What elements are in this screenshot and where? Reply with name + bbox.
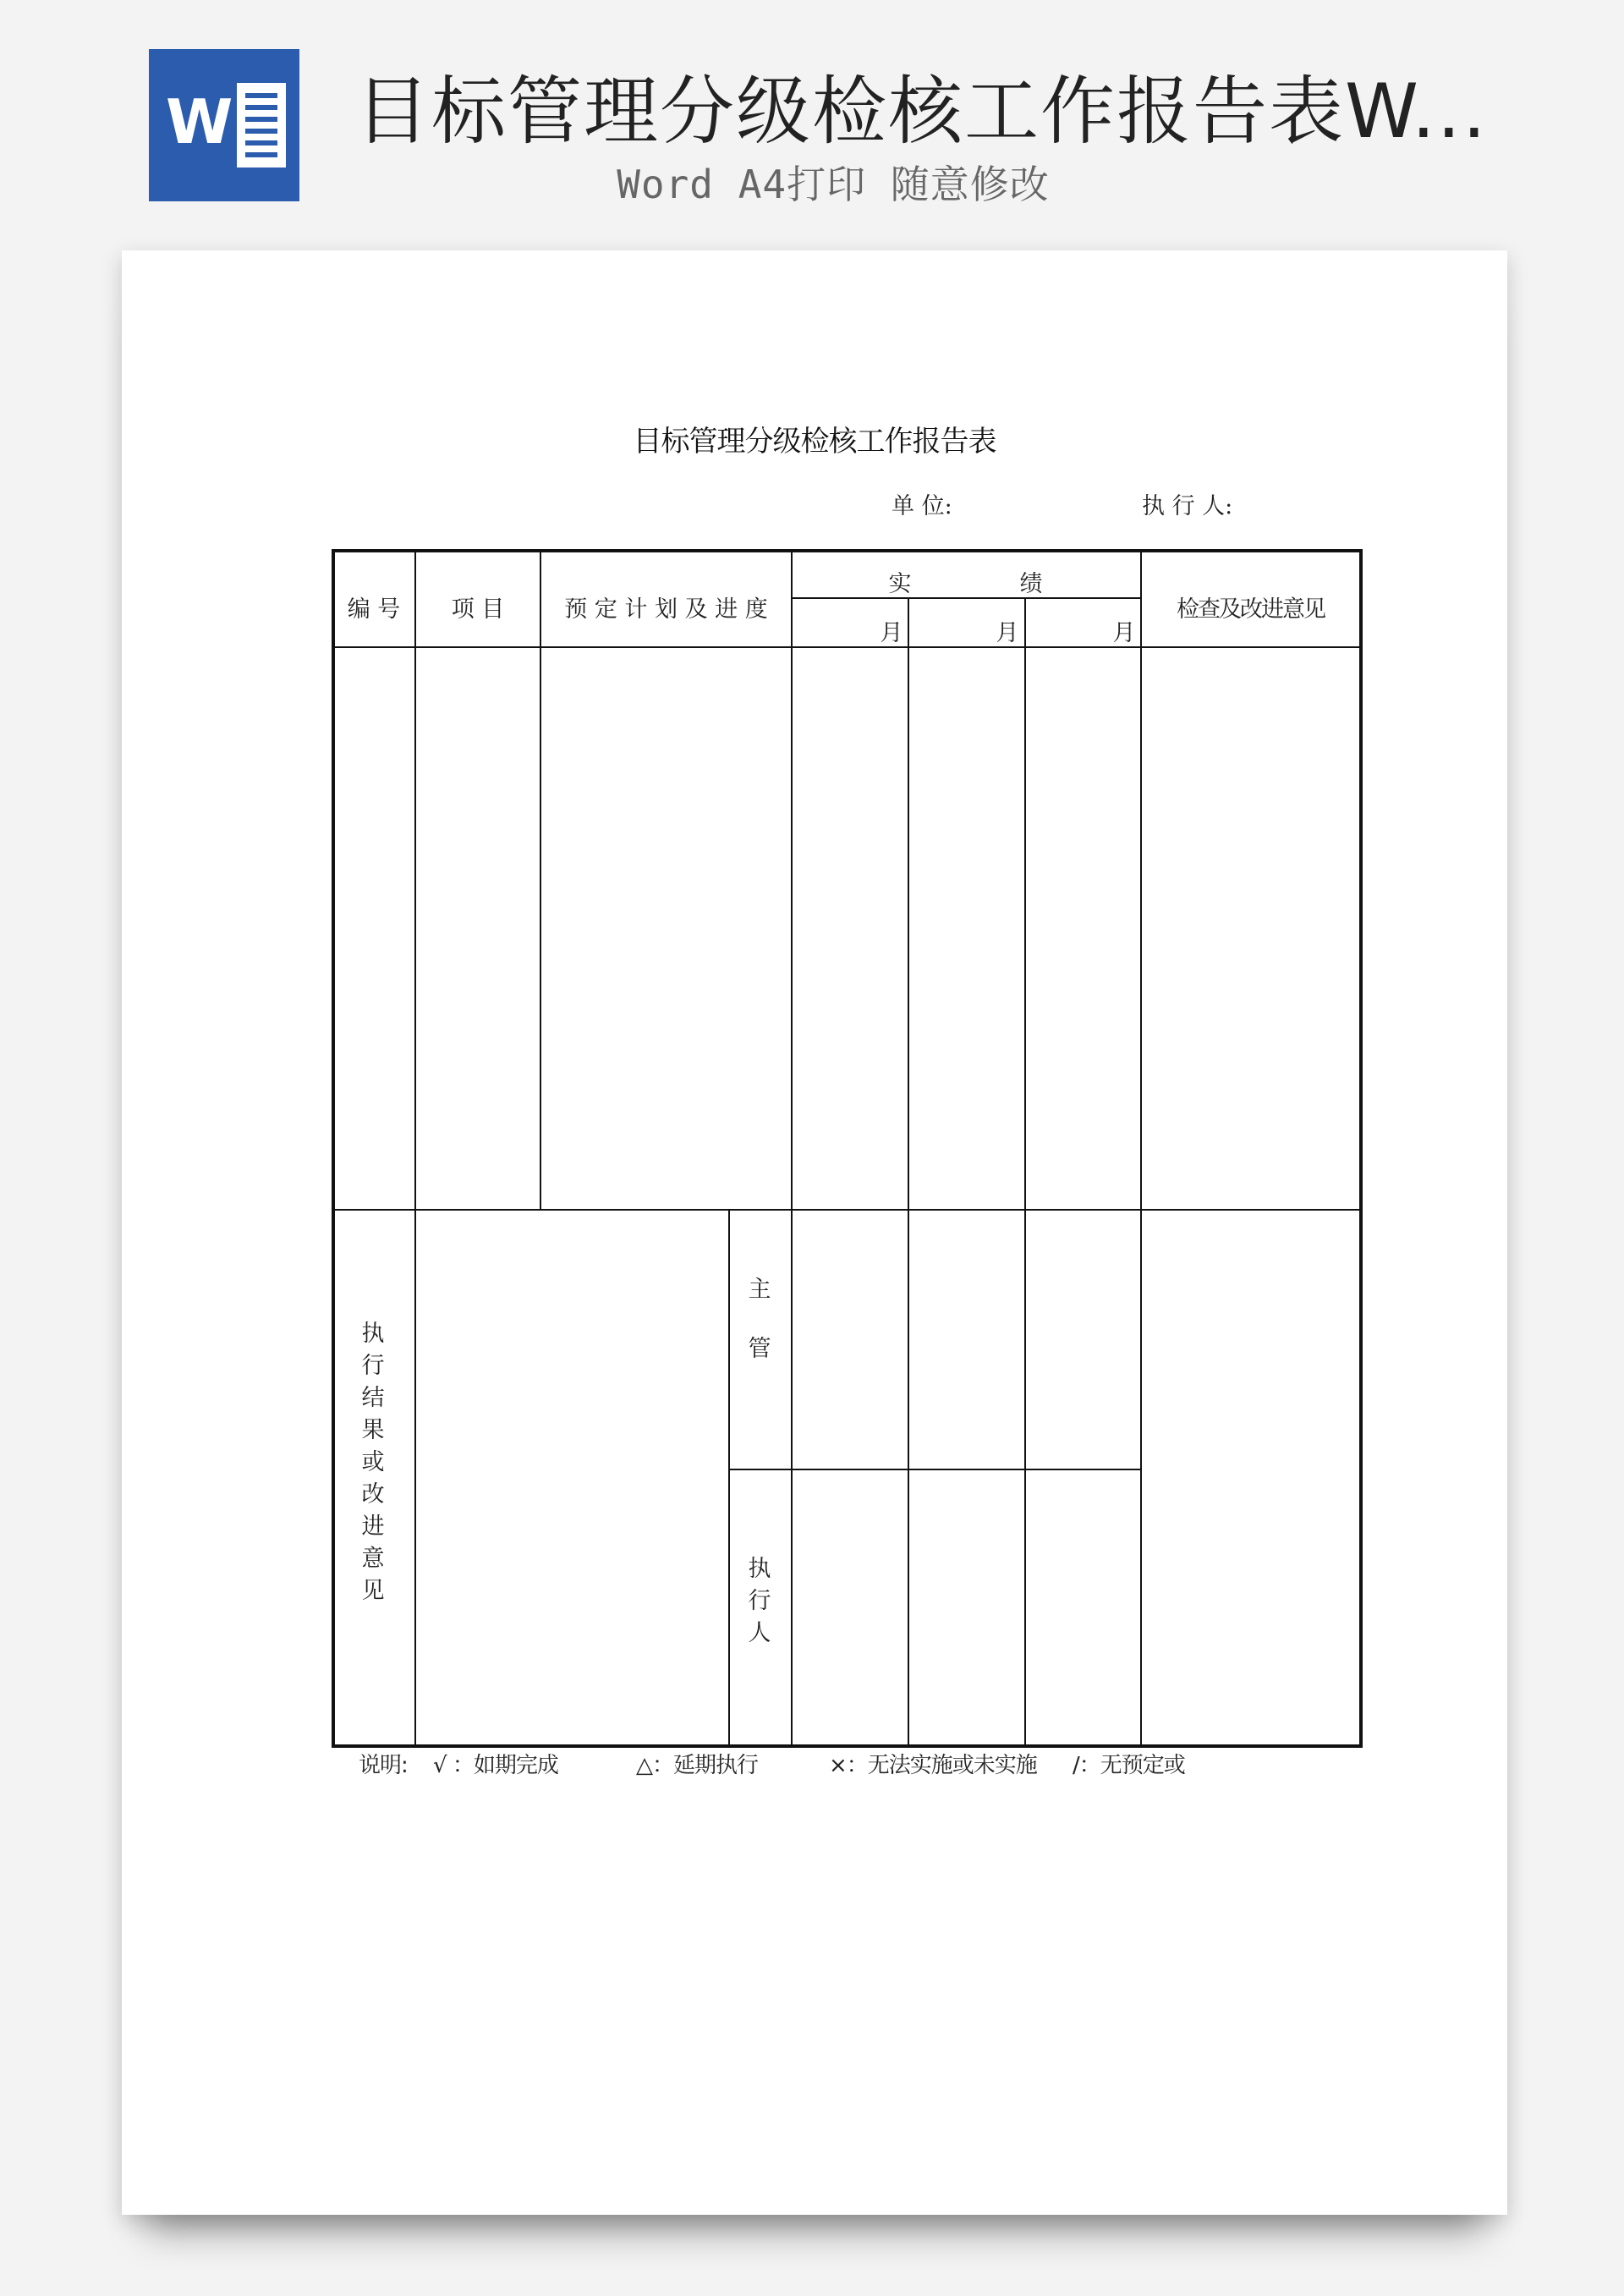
header-review: 检查及改进意见 bbox=[1177, 596, 1325, 623]
header-month-2: 月 bbox=[996, 620, 1019, 646]
header-month-1: 月 bbox=[880, 620, 903, 646]
note-delayed: △：延期执行 bbox=[636, 1753, 758, 1778]
word-logo-letter: W bbox=[166, 86, 233, 157]
header-actual: 实 bbox=[888, 571, 912, 597]
document-title: 目标管理分级检核工作报告表W... bbox=[355, 68, 1488, 155]
form-title: 目标管理分级检核工作报告表 bbox=[633, 425, 996, 459]
header-performance: 绩 bbox=[1019, 571, 1043, 597]
row-executor-label: 执行人 bbox=[748, 1556, 771, 1646]
header-number: 编 号 bbox=[347, 596, 401, 623]
unit-label: 单 位: bbox=[892, 493, 952, 519]
header-item: 项 目 bbox=[451, 596, 505, 623]
result-label: 执行结果或改进意见 bbox=[361, 1321, 385, 1604]
note-prefix: 说明: bbox=[359, 1753, 408, 1778]
header-month-3: 月 bbox=[1112, 620, 1136, 646]
note-none: /：无预定或 bbox=[1073, 1753, 1185, 1778]
note-done: √ ：如期完成 bbox=[433, 1753, 558, 1778]
executor-label: 执 行 人: bbox=[1142, 493, 1233, 519]
header-plan: 预 定 计 划 及 进 度 bbox=[564, 596, 768, 623]
supervisor-label: 主管 bbox=[748, 1277, 771, 1362]
document-page bbox=[122, 250, 1507, 2215]
note-failed: ×：无法实施或未实施 bbox=[829, 1753, 1037, 1778]
document-subtitle: Word A4打印 随意修改 bbox=[617, 162, 1050, 207]
report-table bbox=[122, 250, 1507, 2215]
